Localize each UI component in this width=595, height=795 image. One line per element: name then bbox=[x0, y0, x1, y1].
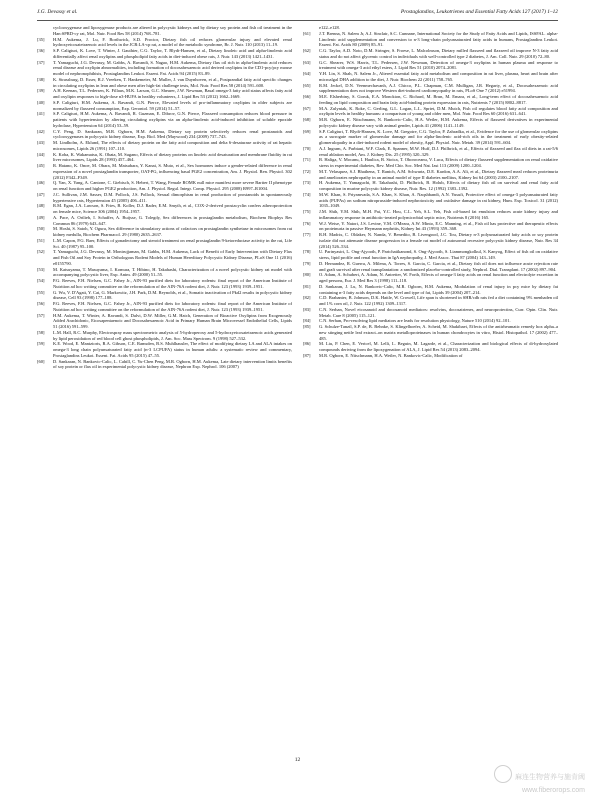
reference-number: [73] bbox=[303, 180, 311, 186]
reference-entry bbox=[303, 106, 558, 118]
page-number: 12 bbox=[294, 757, 301, 763]
reference-entry bbox=[37, 140, 292, 152]
reference-entry bbox=[37, 77, 292, 89]
reference-number: [37] bbox=[37, 59, 45, 65]
reference-text: R. Hatano, K. Onoe, M. Obara, M. Matsubara, Y. Kanai, S. Muto, et al., Sex hormones induce a gender-related difference in renal expression of a novel prostaglandin transporter, OAT-PG, influencing basal PGE2 concentration, Am. J. Physiol. Ren. Physiol. 302 (2012) F342–F349. bbox=[53, 163, 292, 180]
reference-text: S.P. Caligiuri, H.M. Aukema, A. Ravandi, G.N. Pierce, Elevated levels of pro-inflammatory oxylipins in older subjects are normalized by flaxseed consumption, Exp. Gerontol. 59 (2014) 51–57. bbox=[53, 99, 292, 111]
reference-text: S.P. Caligiuri, K. Love, T. Winter, J. Gauthier, C.G. Taylor, T. Blydt-Hansen, et al., Dietary linoleic acid and alpha-linolenic acid differentially affect renal oxylipins and phospholipid fatty acids in diet-induced obese rats, J. Nutr. 143 (2013) 1421–1431. bbox=[53, 48, 292, 59]
reference-text: Y.H. Lin, S. Shah, N. Salem Jr., Altered essential fatty acid metabolism and composition in rat liver, plasma, heart and brain after microalgal DHA addition to the diet, J. Nutr. Biochem 22 (2011) 758–765. bbox=[319, 71, 558, 82]
reference-number: [60] bbox=[37, 358, 45, 364]
reference-entry bbox=[37, 313, 292, 330]
reference-text: M. Katsuyama, T. Masuyama, I. Komura, T. Hibino, H. Takahashi, Characterization of a novel polycystic kidney rat model with accompanying polycystic liver, Exp. Anim. 49 (2000) 51–55. bbox=[53, 266, 292, 278]
reference-text: S.P. Caligiuri, H.M. Aukema, A. Ravandi, R. Guzman, E. Dibrov, G.N. Pierce, Flaxseed consumption reduces blood pressure in patients with hypertension by altering circulating oxylipins via an alpha-linolenic acid-induced inhibition of soluble epoxide hydrolase, Hypertension 64 (2014) 53–59. bbox=[53, 111, 292, 128]
reference-text: B. Haliga, V. Mocanu, I. Haulica, B. Stoica, T. Oboroceanu, V. Luca, Effects of dietary flaxseed supplementation on renal oxidative stress in experimental diabetes, Rev. Med Chir. Soc. Med Nat. Iasi 113 (2009) 1200–1204. bbox=[319, 157, 558, 168]
reference-entry bbox=[303, 146, 558, 158]
reference-entry bbox=[37, 267, 292, 279]
reference-entry bbox=[37, 215, 292, 227]
reference-number: [52] bbox=[37, 249, 45, 255]
reference-number: [72] bbox=[303, 168, 311, 174]
reference-number: [41] bbox=[37, 111, 45, 117]
reference-number: [40] bbox=[37, 99, 45, 105]
reference-entry bbox=[37, 37, 292, 49]
reference-text: T. Yamaguchi, J.G. Devassy, M. Monirujjaman, M. Gabbs, H.M. Aukema, Lack of Benefit of Early Intervention with Dietary Flax and Fish Oil and Soy Protein in Orthologous Rodent Models of Human Hereditary Polycystic Kidney Disease, PLoS One 11 (2016) e0155790. bbox=[53, 249, 292, 266]
reference-entry bbox=[303, 249, 558, 261]
reference-entry bbox=[37, 301, 292, 313]
reference-entry bbox=[37, 152, 292, 164]
reference-text: A.J. Ingram, A. Parbtani, W.F. Clark, E. Spanner, M.W. Huff, D.J. Philbrick, et al., Effects of flaxseed and flax oil diets in a rat-5/6 renal ablation model, Am. J. Kidney Dis. 25 (1995) 320–329. bbox=[319, 145, 558, 157]
reference-entry bbox=[303, 48, 558, 60]
reference-entry bbox=[303, 221, 558, 233]
reference-text: R.M. Egan, J.A. Lawson, S. Fries, B. Koller, D.J. Rader, E.M. Smyth, et al., COX-2-derived prostacyclin confers atheroprotection on female mice, Science 306 (2004) 1954–1957. bbox=[53, 203, 292, 214]
reference-text: O. Adam, A. Schubert, A. Adam, N. Antretter, W. Forth, Effects of omega-3 fatty acids on renal function and electrolyte excretion in aged persons, Eur. J. Med Res 3 (1998) 111–118. bbox=[319, 272, 558, 283]
reference-text: J.M. Shih, Y.M. Shih, M.H. Pai, Y.C. Hou, C.L. Yeh, S.L. Yeh, Fish oil-based fat emulsion reduces acute kidney injury and inflammatory response in antibiotic-treated polymicrobial septic mice, Nutrients 8 (2016) 165. bbox=[319, 209, 558, 220]
reference-number: [68] bbox=[303, 117, 311, 122]
reference-entry bbox=[37, 359, 292, 371]
reference-number: [81] bbox=[303, 283, 311, 289]
reference-text: R.H. Madrix, C. Oldaker, N. Nanda, V. Benedito, B. Livengood, J.C. Tou, Dietary n-3 polyunsaturated fatty acids or soy protein isolate did not attenuate disease progression in a female rat model of autosomal recessive polycystic kidney disease, Nutr. Res 34 (2014) 526–534. bbox=[319, 232, 558, 249]
reference-text: L.M. Capon, P.G. Baer, Effects of gonadectomy and steroid treatment on renal prostaglandin 9-ketoreductase activity in the rat, Life Sci. 40 (1987) 95–100. bbox=[53, 237, 292, 249]
reference-entry bbox=[303, 341, 558, 353]
reference-number: [74] bbox=[303, 191, 311, 197]
reference-number: [86] bbox=[303, 341, 311, 347]
header-journal: Prostaglandins, Leukotrienes and Essential Fatty Acids 127 (2017) 1–12 bbox=[400, 9, 558, 15]
reference-number: [62] bbox=[303, 48, 311, 53]
reference-number: [48] bbox=[37, 203, 45, 209]
reference-entry bbox=[37, 88, 292, 100]
reference-entry bbox=[303, 94, 558, 106]
reference-number: [84] bbox=[303, 318, 311, 324]
reference-text: M.R. Ogborn, E. Nitschmann, H.A. Weiler, N. Bankovic-Calic, Modification of bbox=[319, 352, 463, 358]
reference-number: [67] bbox=[303, 105, 311, 111]
reference-entry bbox=[303, 83, 558, 95]
reference-number: [64] bbox=[303, 71, 311, 76]
reference-text: H. Aukema, T. Yamaguchi, H. Takahashi, D. Philbrick, B. Holub, Effects of dietary fish oil on survival and renal fatty acid composition in murine polycystic kidney disease, Nutr. Res. 12 (1992) 1383–1392. bbox=[319, 180, 558, 191]
reference-text: C.Y. Peng, D. Sankaran, M.R. Ogborn, H.M. Aukema, Dietary soy protein selectively reduces renal prostanoids and cyclooxygenases in polycystic kidney disease, Exp. Biol. Med (Maywood) 234 (2009) 737–743. bbox=[53, 128, 292, 140]
reference-number: [36] bbox=[37, 48, 45, 53]
reference-number: [80] bbox=[303, 272, 311, 278]
header-authors: J.G. Devassy et al. bbox=[37, 9, 78, 15]
reference-entry bbox=[37, 60, 292, 77]
reference-entry bbox=[37, 100, 292, 112]
reference-text: C.N. Serhan, Novel eicosanoid and docosanoid mediators: resolvins, docosatrienes, and neuroprotectins, Curr. Opin. Clin. Nutr. Metab. Care 8 (2005) 115–121. bbox=[319, 306, 558, 318]
reference-number: [54] bbox=[37, 278, 45, 283]
reference-entry bbox=[37, 111, 292, 128]
reference-text: M.E. Elsherbiny, S. Goruk, E.A. Monckton, C. Richard, M. Brun, M. Emara, et al., Long-term effect of docosahexaenoic acid feeding on lipid composition and brain fatty acid-binding protein expression in rats, Nutrients 7 (2015) 8802–8817. bbox=[319, 94, 558, 105]
reference-text: M. Liu, P. Chen, E. Vericel, M. Lelli, L. Beguin, M. Lagarde, et al., Characterization and biological effects of di-hydroxylated compounds deriving from the lipoxygenation of ALA, J. Lipid Res 54 (2013) 2083–2094. bbox=[319, 341, 558, 352]
reference-text: H.M. Aukema, J. Lu, F. Borthwick, S.D. Proctor, Dietary fish oil reduces glomerular injury and elevated renal hydroxyeicosatetraenoic acid levels in the JCR:LA-cp rat, a model of the metabolic syndrome, Br. J. Nutr. 110 (2013) 11–19. bbox=[53, 36, 292, 48]
reference-text: cyclooxygenase and lipoxygenase products are altered in polycystic kidneys and by dietary soy protein and fish oil treatment in the Han:SPRD-cy rat, Mol. Nutr. Food Res 58 (2014) 768–781. bbox=[53, 25, 292, 36]
reference-entry bbox=[303, 71, 558, 83]
reference-number: [51] bbox=[37, 237, 45, 243]
reference-entry bbox=[303, 307, 558, 319]
reference-entry bbox=[37, 341, 292, 358]
reference-entry bbox=[303, 129, 558, 146]
reference-number: [71] bbox=[303, 157, 311, 163]
reference-text: J.T. Brenna, N. Salem Jr, A.J. Sinclair, S.C. Cunnane, International Society for the Study of Fatty Acids and Lipids, ISSFAL. alpha-Linolenic acid supplementation and conversion to n-3 long-chain polyunsaturated fatty acids in humans, Prostaglandins Leukot. Essent. Fat. Acids 80 (2009) 85–91. bbox=[319, 30, 558, 48]
reference-text: Q. Yan, X. Yang, A. Cantone, C. Giebisch, S. Hebert, T. Wang, Female ROMK null mice manifest more severe Bartter II phenotype on renal function and higher PGE2 production, Am. J. Physiol. Regul. Integr. Comp. Physiol. 295 (2008) R997–R1004. bbox=[53, 180, 292, 191]
reference-entry bbox=[37, 249, 292, 266]
reference-entry bbox=[303, 209, 558, 221]
reference-number: [47] bbox=[37, 191, 45, 197]
reference-text: S.P. Caligiuri, T. Blydt-Hansen, K. Love, M. Gregoire, C.G. Taylor, P. Zahradka, et al., Evidence for the use of glomerular oxylipins as a surrogate marker of glomerular damage and for alpha-linolenic acid-rich oils in the treatment of early obesity-related glomerulopathy in a diet-induced rodent model of obesity, Appl. Physiol. Nutr. Metab. 39 (2014) 591–604. bbox=[319, 128, 558, 145]
reference-number: [55] bbox=[37, 289, 45, 295]
reference-text: R.M. Jeckel, D.N. Veenmechavanh, A.J. Chicco, P.L. Chapman, C.M. Mulligan, J.R. Hegarty, et al., Docosahexaenoic acid supplementation does not improve Western diet-induced cardiomyopathy in rats, PLoS One 7 (2012) e51994. bbox=[319, 82, 558, 94]
reference-entry bbox=[37, 48, 292, 60]
reference-number: [65] bbox=[303, 82, 311, 88]
reference-text: C.D. Brabanter, B. Johnson, D.K. Hattle, W. Crowell, Life span is shortened in SHR/cdb rats fed a diet containing 9% menhaden oil and 1% corn oil, J. Nutr. 122 (1992) 1309–1317. bbox=[319, 295, 558, 306]
reference-number: [43] bbox=[37, 140, 45, 145]
reference-text: W.J. Weise, Y. Natori, J.S. Levine, V.M. O'Meara, A.W. Minto, E.C. Manning, et al., Fish oil has protective and therapeutic effects on proteinuria in passive Heymann nephritis, Kidney Int 43 (1993) 359–368. bbox=[319, 220, 558, 232]
reference-text: M.W. Khan, S. Priyamvada, S.A. Khan, S. Khan, A. Naqshbandi, A.N. Yusufi, Protective effect of omega-3 polyunsaturated fatty acids (PUFAs) on sodium nitroprusside-induced nephrotoxicity and oxidative damage in rat kidney, Hum. Exp. Toxicol. 31 (2012) 1035–1049. bbox=[319, 191, 558, 209]
reference-entry bbox=[37, 25, 292, 37]
reference-entry bbox=[303, 295, 558, 307]
reference-number: [66] bbox=[303, 94, 311, 99]
reference-number: [50] bbox=[37, 226, 45, 232]
reference-text: C.N. Serhan, Pro-resolving lipid mediators are leads for resolution physiology, Nature 510 (2014) 92–101. bbox=[319, 318, 511, 324]
reference-entry bbox=[37, 238, 292, 250]
reference-entry bbox=[37, 163, 292, 180]
reference-text: D. Hernandez, R. Guerra, A. Milena, A. Torres, S. Garcia, C. Garcia, et al., Dietary fish oil does not influence acute rejection rate and graft survival after renal transplantation: a randomized placebo-controlled study, Nephrol. Dial. Transplant. 17 (2002) 897–904. bbox=[319, 260, 558, 272]
reference-number: [49] bbox=[37, 214, 45, 220]
reference-entry bbox=[303, 117, 558, 129]
reference-text: P.G. Reeves, F.H. Nielsen, G.C. Fahey Jr., AIN-93 purified diets for laboratory rodents: final report of the American Institute of Nutrition ad hoc writing committee on the reformulation of the AIN-76A rodent diet, J. Nutr. 123 (1993) 1939–1951. bbox=[53, 301, 292, 312]
watermark-text-line1: 麻连生物营养与施肯阈 bbox=[515, 773, 585, 781]
reference-number: [57] bbox=[37, 312, 45, 318]
reference-entry bbox=[37, 290, 292, 302]
reference-text: K.E. Wood, E. Mantzioris, R.A. Gibson, C.E. Ramsden, B.S. Muhlhausler, The effect of modifying dietary LA and ALA intakes on omega-3 long chain polyunsaturated fatty acid (n-3 LCPUFA) status in human adults: a systematic review and commentary, Prostaglandins Leukot. Essent. Fat. Acids 95 (2015) 47–55. bbox=[53, 341, 292, 358]
reference-number: [61] bbox=[303, 30, 311, 36]
reference-number: [44] bbox=[37, 151, 45, 157]
reference-number: [87] bbox=[303, 352, 311, 358]
watermark-logo-icon bbox=[494, 765, 512, 783]
reference-number: [45] bbox=[37, 163, 45, 168]
reference-entry bbox=[37, 203, 292, 215]
reference-number: [58] bbox=[37, 329, 45, 335]
reference-text: L.M. Hall, R.C. Murphy, Electrospray mass spectrometric analysis of 5-hydroperoxy and 5-hydroxyeicosatetraenoic acids generated by lipid peroxidation of red blood cell ghost phospholipids, J. Am. Soc. Mass Spectrom. 9 (1998) 527–532. bbox=[53, 329, 292, 341]
reference-number: [39] bbox=[37, 88, 45, 94]
reference-text: G. Wu, V. D'Agati, Y. Cai, G. Markowitz, J.H. Park, D.M. Reynolds, et al., Somatic inactivation of Pkd2 results in polycystic kidney disease, Cell 93 (1998) 177–188. bbox=[53, 289, 292, 301]
reference-entry bbox=[37, 129, 292, 141]
reference-number: [82] bbox=[303, 295, 311, 301]
reference-text: A.H. Keenan, T.L. Pedersen, K. Fillaus, M.K. Larson, G.C. Shearer, J.W. Newman, Basal omega-3 fatty acid status affects fatty acid and oxylipin responses to high-dose n3-HUFA in healthy volunteers, J. Lipid Res 53 (2012) 1662–1669. bbox=[53, 88, 292, 99]
reference-number: [78] bbox=[303, 249, 311, 255]
reference-number: [69] bbox=[303, 128, 311, 134]
reference-entry bbox=[37, 278, 292, 290]
reference-number: [77] bbox=[303, 232, 311, 237]
reference-text: M. Lindholm, A. Eklund, The effects of dietary protein on the fatty acid composition and delta 6-desaturase activity of rat hepatic microsomes, Lipids 26 (1991) 107–110. bbox=[53, 140, 292, 151]
reference-number: [35] bbox=[37, 36, 45, 42]
reference-number: [42] bbox=[37, 128, 45, 134]
reference-number: [56] bbox=[37, 301, 45, 306]
reference-entry bbox=[303, 353, 558, 359]
reference-text: J.C. Sullivan, J.M. Sasser, D.M. Pollock, J.S. Pollock, Sexual dimorphism in renal production of prostanoids in spontaneously hypertensive rats, Hypertension 45 (2005) 406–411. bbox=[53, 191, 292, 203]
reference-text: M.A. Zulyniak, K. Roke, C. Gerling, G.L. Logan, L.L. Spriet, D.M. Mutch, Fish oil regulates blood fatty acid composition and oxylipin levels in healthy humans: a comparison of young and older men, Mol. Nutr. Food Res 60 (2016) 631–641. bbox=[319, 105, 558, 117]
reference-entry bbox=[303, 157, 558, 169]
watermark bbox=[494, 768, 585, 795]
reference-entry bbox=[37, 330, 292, 342]
reference-entry bbox=[37, 192, 292, 204]
reference-number: [75] bbox=[303, 209, 311, 214]
reference-entry bbox=[303, 232, 558, 249]
reference-number: [70] bbox=[303, 145, 311, 151]
references-left-column bbox=[37, 25, 292, 370]
reference-text: P.G. Reeves, F.H. Nielsen, G.C. Fahey Jr., AIN-93 purified diets for laboratory rodents: final report of the American Institute of Nutrition ad hoc writing committee on the reformulation of the AIN-76A rodent diet, J. Nutr. 123 (1993) 1939–1951. bbox=[53, 278, 292, 289]
reference-entry bbox=[303, 31, 558, 48]
reference-entry bbox=[303, 169, 558, 181]
reference-entry bbox=[303, 284, 558, 296]
reference-text: U. Parinyasiri, L. Ong-Ajyooth, P. Parichatikanond, S. Ong-Ajyooth, S. Liammongkolkul, S. Kanyog, Effect of fish oil on oxidative stress, lipid profile and renal function in IgA nephropathy, J. Med Assoc. Thai 87 (2004) 143–149. bbox=[319, 249, 558, 260]
reference-text: G. Schulze-Tanzil, S.P. de, B. Behnke, S. Klingelhoefer, A. Scheid, M. Shakibaei, Effects of the antirheumatic remedy hox alpha–a new stinging nettle leaf extract–on matrix metalloproteinases in human chondrocytes in vitro, Histol. Histopathol. 17 (2002) 477–485. bbox=[319, 324, 558, 341]
references-right-column bbox=[303, 25, 558, 359]
reference-number: [85] bbox=[303, 324, 311, 329]
reference-entry bbox=[303, 180, 558, 192]
reference-entry bbox=[303, 272, 558, 284]
reference-text: D. Sankaran, N. Bankovic-Calic, L. Cahill, C. Yu-Chen Peng, M.R. Ogborn, H.M. Aukema, Late dietary intervention limits benefits of soy protein or flax oil in experimental polycystic kidney disease, Nephron Exp. Nephrol. 106 (2007) bbox=[53, 358, 292, 370]
reference-number: [76] bbox=[303, 220, 311, 226]
reference-entry bbox=[37, 226, 292, 238]
reference-number: [63] bbox=[303, 59, 311, 65]
reference-entry bbox=[303, 324, 558, 341]
reference-entry bbox=[303, 60, 558, 72]
reference-text: A. Pace, A. Ortlieb, I. Schaffer, A. Buijsse, G. Tolegdy, Sex differences in prostaglandin metabolism, Biochem Biophys Res Commun 86 (1979) 643–647. bbox=[53, 214, 292, 226]
reference-text: T. Yamaguchi, J.G. Devassy, M. Gabbs, A. Ravandi, S. Nagao, H.M. Aukema, Dietary flax oil rich in alpha-linolenic acid reduces renal disease and oxylipin abnormalities, including formation of docosahexaenoic acid derived oxylipins in the CD1-pcy/pcy mouse model of nephronophthisis, Prostaglandins Leukot. Essent. Fat. Acids 94 (2015) 83–89. bbox=[53, 59, 292, 76]
reference-text: H.M. Aukema, T. Winter, A. Ravandi, S. Dalvi, D.W. Miller, G.M. Hatch, Generation of Bioactive Oxylipins from Exogenously Added Arachidonic, Eicosapentaenoic and Docosahexaenoic Acid in Primary Human Brain Microvessel Endothelial Cells, Lipids 51 (2016) 591–599. bbox=[53, 312, 292, 329]
reference-text: M.R. Ogborn, E. Nitschmann, N. Bankovic-Calic, H.A. Weiler, H.M. Aukema, Effects of flaxseed derivatives in experimental polycystic kidney disease vary with animal gender, Lipids 41 (2006) 1141–1149. bbox=[319, 117, 558, 128]
watermark-text-line2: www.fiberorops.com bbox=[521, 787, 585, 794]
reference-text: M.T. Velasquez, S.J. Bhathena, T. Ranich, A.M. Schwartz, D.E. Kardon, A.A. Ali, et al., Dietary flaxseed meal reduces proteinuria and ameliorates nephropathy in an animal model of type II diabetes mellitus, Kidney Int 64 (2003) 2100–2107. bbox=[319, 168, 558, 180]
reference-number: [53] bbox=[37, 266, 45, 272]
reference-text: M. Hoshi, S. Satoh, Y. Ogura, Sex difference in stimulatory actions of cofactors on prostaglandin synthetase in microsomes from rat kidney medulla, Biochem Pharmacol. 29 (1980) 2635–2637. bbox=[53, 226, 292, 237]
reference-entry bbox=[303, 192, 558, 209]
header-rule bbox=[37, 20, 558, 21]
reference-number: [38] bbox=[37, 76, 45, 82]
reference-text: G.C. Shearer, W.S. Harris, T.L. Pedersen, J.W. Newman, Detection of omega-3 oxylipins in human plasma and response to treatment with omega-3 acid ethyl esters, J. Lipid Res 51 (2010) 2074–2081. bbox=[319, 59, 558, 71]
reference-entry bbox=[303, 261, 558, 273]
reference-entry bbox=[37, 180, 292, 192]
reference-number: [46] bbox=[37, 180, 45, 186]
reference-number: [79] bbox=[303, 260, 311, 266]
reference-text: K. Strassburg, D. Esser, R.J. Vreeken, T. Hankemeier, M. Muller, J. van Duynhoven, et al., Postprandial fatty acid specific changes in circulating oxylipins in lean and obese men after high-fat challenge tests, Mol. Nutr. Food Res 58 (2014) 591–600. bbox=[53, 76, 292, 88]
reference-text: C.G. Taylor, A.D. Noto, D.M. Stringer, S. Froese, L. Malcolmson, Dietary milled flaxseed and flaxseed oil improve N-3 fatty acid status and do not affect glycemic control in individuals with well-controlled type 2 diabetes, J. Am. Coll. Nutr. 29 (2010) 72–80. bbox=[319, 48, 558, 59]
reference-number: [59] bbox=[37, 341, 45, 347]
reference-number: [83] bbox=[303, 306, 311, 312]
reference-text: e122–e128. bbox=[319, 25, 340, 30]
reference-text: K. Koba, K. Wakamatsu, K. Obata, M. Sugano, Effects of dietary proteins on linoleic acid desaturation and membrane fluidity in rat liver microsomes, Lipids 28 (1993) 457–464. bbox=[53, 151, 292, 163]
reference-text: D. Sankaran, J. Lu, N. Bankovic-Calic, M.R. Ogborn, H.M. Aukema, Modulation of renal injury in pcy mice by dietary fat containing n-3 fatty acids depends on the level and type of fat, Lipids 39 (2004) 207–214. bbox=[319, 283, 558, 295]
